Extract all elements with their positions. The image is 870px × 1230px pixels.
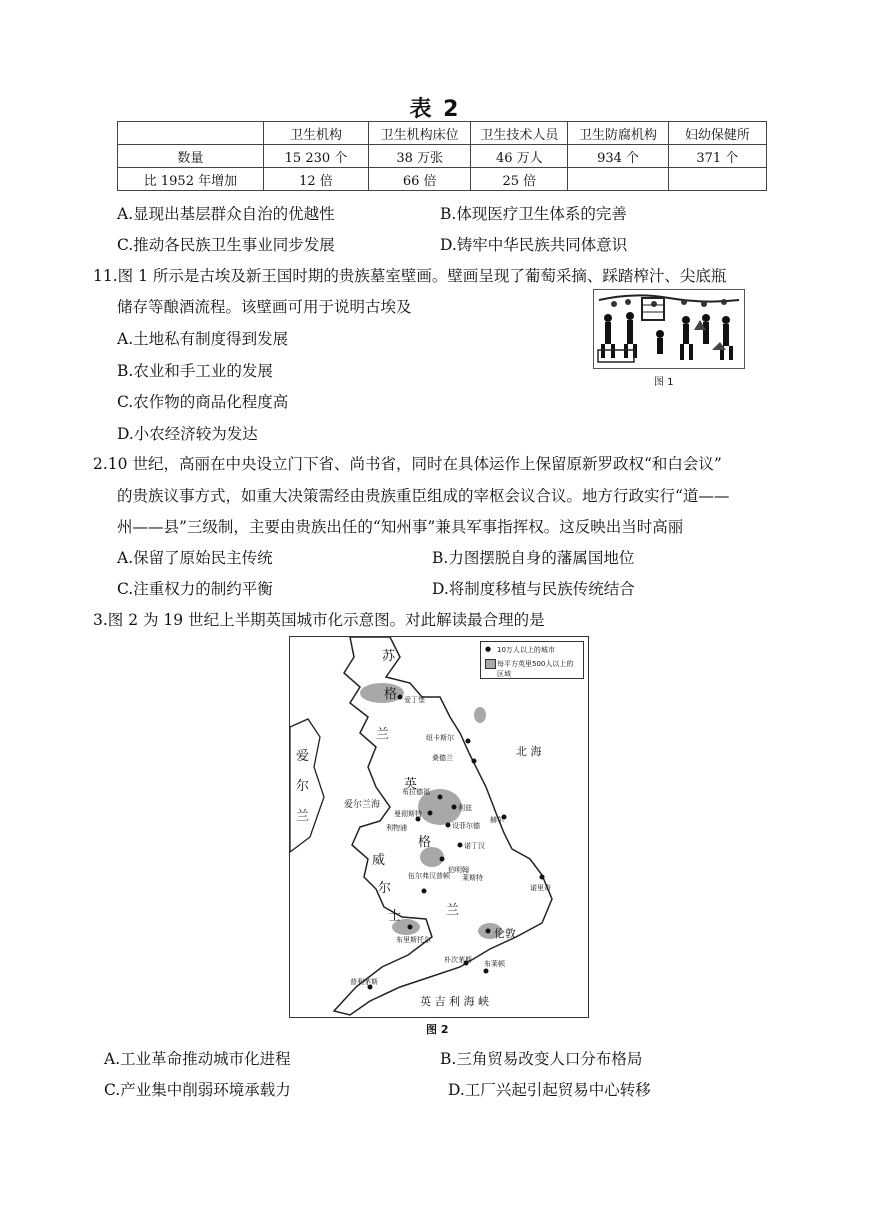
map-region-ai: 爱 <box>296 749 310 764</box>
table-cell: 比 1952 年增加 <box>118 168 264 191</box>
map-city: 布里斯托尔 <box>396 936 431 944</box>
map-region-er: 尔 <box>296 779 310 794</box>
table-header-row <box>118 122 767 145</box>
q11-option-b: B.农业和手工业的发展 <box>117 362 273 380</box>
map-region-su: 苏 <box>382 649 396 664</box>
map-region-lan3: 兰 <box>446 903 460 918</box>
figure-1-caption: 图 1 <box>654 377 674 388</box>
map-city: 纽卡斯尔 <box>426 734 454 742</box>
map-city: 曼彻斯特 <box>394 810 422 818</box>
map-city: 伯明翰 <box>448 866 469 874</box>
q12-stem-line2: 的贵族议事方式，如重大决策需经由贵族重臣组成的宰枢会议合议。地方行政实行“道—— <box>117 487 730 505</box>
legend-area-swatch <box>485 659 496 669</box>
map-region-ying: 英 <box>404 777 418 792</box>
map-legend <box>480 641 584 679</box>
map-region-lan2: 兰 <box>296 809 310 824</box>
table-cell: 12 倍 <box>263 168 368 191</box>
table-cell: 25 倍 <box>471 168 568 191</box>
table-row <box>118 168 767 191</box>
q12-option-a: A.保留了原始民主传统 <box>117 549 273 567</box>
figure-2-caption: 图 2 <box>426 1023 449 1036</box>
map-city: 设菲尔德 <box>452 822 480 830</box>
q12-stem-line1: 2.10 世纪，高丽在中央设立门下省、尚书省，同时在具体运作上保留原新罗政权“和白会议” <box>93 455 722 473</box>
britain-map-outline <box>290 637 588 1017</box>
map-channel: 英 吉 利 海 峡 <box>420 995 489 1008</box>
table-cell: 934 个 <box>568 145 668 168</box>
map-city: 桑德兰 <box>432 754 453 762</box>
table-cell <box>568 168 668 191</box>
q13-option-b: B.三角贸易改变人口分布格局 <box>440 1050 643 1068</box>
map-london: 伦敦 <box>494 927 516 940</box>
q10-option-d: D.铸牢中华民族共同体意识 <box>440 236 628 254</box>
table-row <box>118 145 767 168</box>
q13-option-a: A.工业革命推动城市化进程 <box>104 1050 291 1068</box>
q11-option-a: A.土地私有制度得到发展 <box>117 330 289 348</box>
q13-stem: 3.图 2 为 19 世纪上半期英国城市化示意图。对此解读最合理的是 <box>93 611 545 629</box>
q11-option-d: D.小农经济较为发达 <box>117 425 258 443</box>
table-header-cell: 卫生机构 <box>263 122 368 145</box>
q11-stem-line2: 储存等酿酒流程。该壁画可用于说明古埃及 <box>117 298 412 316</box>
map-region-shi: 士 <box>388 909 402 924</box>
legend-city-label: 10万人以上的城市 <box>497 646 555 654</box>
q12-option-b: B.力图摆脱自身的藩属国地位 <box>432 549 635 567</box>
q10-option-c: C.推动各民族卫生事业同步发展 <box>117 236 335 254</box>
map-region-er2: 尔 <box>378 881 392 896</box>
q13-option-c: C.产业集中削弱环境承载力 <box>104 1081 291 1099</box>
q11-stem-line1: 11.图 1 所示是古埃及新王国时期的贵族墓室壁画。壁画呈现了葡萄采摘、踩踏榨汁、尖底瓶 <box>93 267 727 285</box>
map-city: 赫尔 <box>490 816 504 824</box>
q10-option-a: A.显现出基层群众自治的优越性 <box>117 205 335 223</box>
map-city: 布拉德福 <box>402 788 430 796</box>
table-2 <box>117 121 767 191</box>
map-city: 莱斯特 <box>462 874 483 882</box>
map-irish-sea: 爱尔兰海 <box>344 800 381 810</box>
table-cell: 371 个 <box>668 145 766 168</box>
table-cell: 数量 <box>118 145 264 168</box>
q12-stem-line3: 州——县”三级制，主要由贵族出任的“知州事”兼具军事指挥权。这反映出当时高丽 <box>117 518 684 536</box>
table-header-cell: 卫生技术人员 <box>471 122 568 145</box>
map-city: 普利茅斯 <box>350 978 378 986</box>
map-city: 利兹 <box>458 804 472 812</box>
table-cell: 66 倍 <box>369 168 471 191</box>
mural-image <box>594 290 744 368</box>
map-city: 诺里奇 <box>530 884 551 892</box>
table-title: 表 2 <box>409 97 461 122</box>
map-region-ge: 格 <box>384 687 398 702</box>
map-city: 利物浦 <box>386 824 407 832</box>
table-cell: 15 230 个 <box>263 145 368 168</box>
map-city: 爱丁堡 <box>404 696 425 704</box>
q10-option-b: B.体现医疗卫生体系的完善 <box>440 205 627 223</box>
map-region-wei: 威 <box>372 853 386 868</box>
figure-2-map <box>289 636 589 1018</box>
q11-option-c: C.农作物的商品化程度高 <box>117 393 289 411</box>
map-region-ge2: 格 <box>418 835 432 850</box>
map-region-lan: 兰 <box>376 727 390 742</box>
table-cell: 38 万张 <box>369 145 471 168</box>
map-city: 布莱顿 <box>484 960 505 968</box>
figure-1-mural <box>593 289 745 369</box>
map-city: 朴次茅斯 <box>444 956 472 964</box>
map-north-sea: 北 海 <box>516 745 542 758</box>
table-header-cell: 卫生机构床位 <box>369 122 471 145</box>
legend-dot-icon: ● <box>485 645 492 653</box>
table-header-cell: 卫生防腐机构 <box>568 122 668 145</box>
table-header-cell <box>118 122 264 145</box>
q13-option-d: D.工厂兴起引起贸易中心转移 <box>448 1081 651 1099</box>
map-city: 伍尔弗汉普顿 <box>408 872 450 880</box>
table-cell: 46 万人 <box>471 145 568 168</box>
map-city: 诺丁汉 <box>464 842 485 850</box>
table-header-cell: 妇幼保健所 <box>668 122 766 145</box>
table-cell <box>668 168 766 191</box>
q12-option-d: D.将制度移植与民族传统结合 <box>432 580 635 598</box>
q12-option-c: C.注重权力的制约平衡 <box>117 580 273 598</box>
legend-area-label: 每平方英里500人以上的区域 <box>497 660 574 678</box>
